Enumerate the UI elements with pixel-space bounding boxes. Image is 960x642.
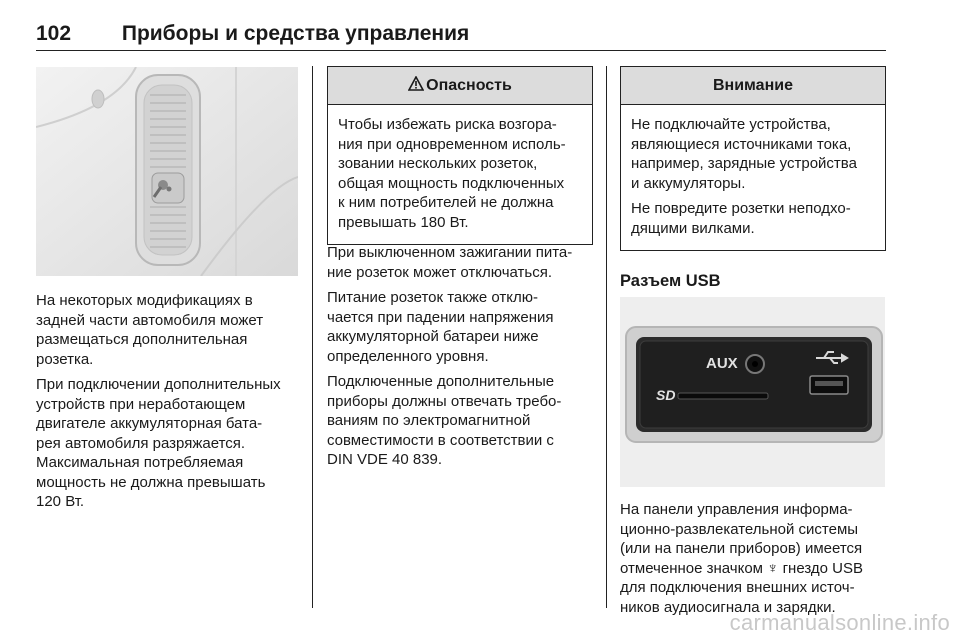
caution-box-title: Внимание xyxy=(713,77,793,94)
danger-box-header xyxy=(328,67,592,105)
page-header xyxy=(36,22,469,46)
caution-paragraph-1: Не подключайте устройства, являющиеся источниками тока, например, зарядные устройства и аккумуляторы. xyxy=(631,116,857,192)
col2-paragraph-2: Питание розеток также отклю- чается при падении напряжения аккумуляторной батареи ниже определенного уровня. xyxy=(327,289,554,365)
danger-box-body xyxy=(328,105,592,244)
aux-label: AUX xyxy=(706,355,738,372)
col1-paragraph-1: На некоторых модификациях в задней части автомобиля может размещаться дополнительная розетка. xyxy=(36,292,264,368)
danger-box xyxy=(327,66,593,245)
page-title: Приборы и средства управления xyxy=(121,22,470,45)
column-divider-2 xyxy=(606,66,607,608)
usb-section-heading: Разъем USB xyxy=(620,272,721,290)
danger-box-text: Чтобы избежать риска возгора- ния при одновременном исполь- зовании нескольких розеток, общая мощность подключенных к ним потребителей не должна превышать 180 Вт. xyxy=(338,116,566,231)
warning-triangle-icon xyxy=(408,76,424,91)
page-number: 102 xyxy=(36,22,72,45)
caution-paragraph-2: Не повредите розетки неподхо- дящими вилками. xyxy=(631,200,851,237)
column-2-text xyxy=(327,243,597,476)
usb-paragraph: На панели управления информа- ционно-развлекательной системы (или на панели приборов) имеется отмеченное значком ♆ гнездо USB для подключения внешних источ- ников аудиосигнала и зарядки. xyxy=(620,501,863,616)
rear-socket-illustration xyxy=(36,67,298,276)
caution-box xyxy=(620,66,886,251)
usb-panel-photo xyxy=(620,297,885,487)
caution-box-body xyxy=(621,105,885,250)
usb-section-text xyxy=(620,500,890,623)
watermark: carmanualsonline.info xyxy=(729,610,950,635)
column-divider-1 xyxy=(312,66,313,608)
col1-paragraph-2: При подключении дополнительных устройств при неработающем двигателе аккумуляторная бата- рея автомобиля разряжается. Максимальная потребляемая мощность не должна превышать 120 Вт. xyxy=(36,376,281,510)
rear-socket-photo xyxy=(36,67,298,276)
col2-paragraph-1: При выключенном зажигании пита- ние розеток может отключаться. xyxy=(327,244,573,281)
col2-paragraph-3: Подключенные дополнительные приборы должны отвечать требо- ваниям по электромагнитной совместимости в соответствии с DIN VDE 40 839. xyxy=(327,373,562,468)
danger-box-title: Опасность xyxy=(426,77,512,94)
header-rule xyxy=(36,50,886,51)
column-1-text xyxy=(36,291,301,518)
caution-box-header xyxy=(621,67,885,105)
sd-label: SD xyxy=(656,387,676,403)
